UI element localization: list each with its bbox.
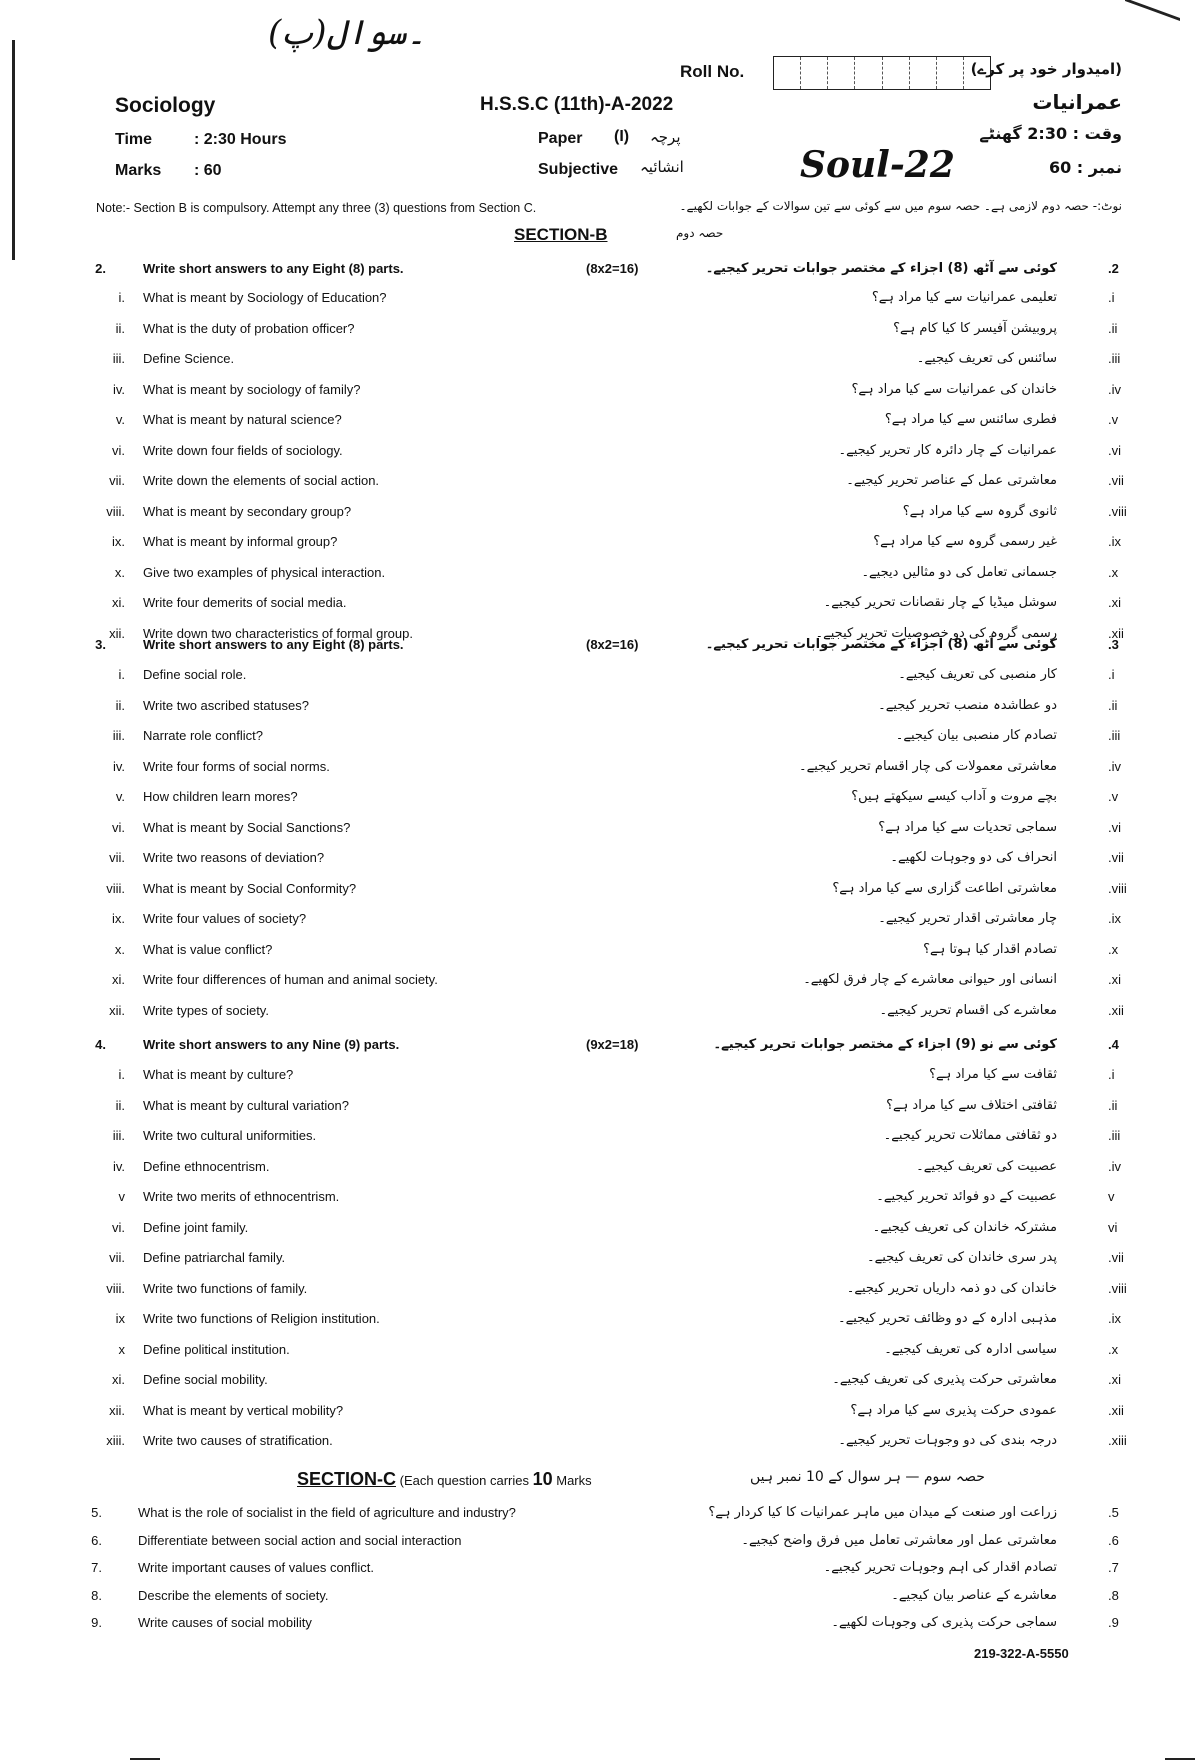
part-number-urdu: .vi (1108, 442, 1121, 458)
part-number: vii. (109, 1250, 125, 1265)
part-text-urdu: عصبیت کے دو فوائد تحریر کیجیے۔ (876, 1189, 1057, 1204)
part-text-urdu: انحراف کی دو وجوہات لکھیے۔ (890, 850, 1057, 865)
part-text: What is value conflict? (143, 941, 273, 957)
part-text: What is meant by cultural variation? (143, 1097, 349, 1113)
long-question (0, 1560, 1197, 1586)
part-text-urdu: دو ثقافتی مماثلات تحریر کیجیے۔ (883, 1128, 1057, 1143)
part-number-urdu: .xii (1108, 1002, 1124, 1018)
question-text-urdu: زراعت اور صنعت کے میدان میں ماہر عمرانیات کا کیا کردار ہے؟ (708, 1505, 1057, 1520)
question-part (0, 351, 1197, 377)
question-number: 7. (91, 1560, 102, 1575)
question-part (0, 881, 1197, 907)
part-number: iv. (112, 381, 125, 397)
question-part (0, 759, 1197, 785)
question-number-urdu: .3 (1108, 637, 1119, 652)
section-c-marks: 10 (532, 1469, 553, 1489)
question-part (0, 728, 1197, 754)
question-part (0, 1189, 1197, 1215)
part-number-urdu: .i (1108, 1067, 1115, 1082)
part-number: x. (114, 564, 125, 580)
part-number-urdu: .i (1108, 290, 1115, 305)
part-number: ix. (112, 911, 125, 926)
part-text: What is meant by Social Conformity? (143, 880, 357, 896)
question-part (0, 1342, 1197, 1368)
part-number-urdu: .iii (1108, 1128, 1121, 1143)
part-text-urdu: معاشرتی حرکت پذیری کی تعریف کیجیے۔ (832, 1372, 1057, 1387)
paper-code: 219-322-A-5550 (974, 1646, 1069, 1661)
question-text: Write important causes of values conflict. (138, 1560, 375, 1575)
part-number-urdu: .ii (1108, 697, 1118, 713)
part-number: iv. (112, 1158, 125, 1174)
question-number-urdu: .2 (1108, 261, 1119, 276)
part-text-urdu: سیاسی ادارہ کی تعریف کیجیے۔ (884, 1341, 1057, 1357)
question-number-urdu: .4 (1108, 1037, 1119, 1052)
part-text-urdu: تصادم اقدار کیا ہوتا ہے؟ (923, 941, 1057, 957)
question-part (0, 1250, 1197, 1276)
part-number: x (118, 1341, 125, 1357)
part-number-urdu: vi (1108, 1219, 1118, 1235)
question-header (0, 261, 1197, 287)
part-number: xii. (109, 1002, 125, 1018)
question-instruction-urdu: کوئی سے آٹھ (8) اجزاء کے مختصر جوابات تحریر کیجیے۔ (705, 261, 1057, 276)
part-text-urdu: عصبیت کی تعریف کیجیے۔ (916, 1158, 1057, 1174)
time-urdu: وقت : 2:30 گھنٹے (979, 124, 1122, 143)
part-number: vi. (112, 442, 125, 458)
part-text: What is meant by Social Sanctions? (143, 819, 351, 835)
part-text: What is meant by vertical mobility? (143, 1402, 344, 1418)
paper-urdu: پرچہ (650, 128, 681, 146)
part-text-urdu: تعلیمی عمرانیات سے کیا مراد ہے؟ (871, 290, 1057, 305)
part-text-urdu: سائنس کی تعریف کیجیے۔ (916, 351, 1057, 366)
question-part (0, 789, 1197, 815)
section-c-subtitle-suffix: Marks (556, 1473, 592, 1488)
part-text-urdu: فطری سائنس سے کیا مراد ہے؟ (884, 412, 1057, 427)
part-number-urdu: .ii (1108, 1097, 1118, 1113)
part-text: What is meant by Sociology of Education? (143, 290, 387, 305)
part-number: ii. (115, 320, 125, 336)
part-text-urdu: پدر سری خاندان کی تعریف کیجیے۔ (866, 1250, 1057, 1265)
part-number: i. (118, 290, 125, 305)
part-text: Write four demerits of social media. (143, 595, 347, 610)
part-text: Define social mobility. (143, 1372, 268, 1387)
question-text-urdu: معاشرے کے عناصر بیان کیجیے۔ (891, 1587, 1057, 1603)
question-number: 2. (95, 261, 106, 276)
part-number: xii. (109, 625, 125, 641)
part-text: What is meant by secondary group? (143, 503, 352, 519)
long-question (0, 1588, 1197, 1614)
subject-title-urdu: عمرانیات (1032, 90, 1122, 114)
scan-bottom-mark-right (1165, 1758, 1195, 1760)
question-text-urdu: معاشرتی عمل اور معاشرتی تعامل میں فرق واضح کیجیے۔ (741, 1532, 1057, 1548)
part-number-urdu: .viii (1108, 1280, 1127, 1296)
question-part (0, 1067, 1197, 1093)
part-text: Define joint family. (143, 1219, 249, 1235)
part-number-urdu: .ii (1108, 320, 1118, 336)
question-header (0, 637, 1197, 663)
part-text: Write types of society. (143, 1002, 269, 1018)
question-number: 8. (91, 1587, 102, 1603)
question-part (0, 1220, 1197, 1246)
part-text: Write four forms of social norms. (143, 758, 330, 774)
part-text: Write two functions of family. (143, 1280, 308, 1296)
long-question (0, 1505, 1197, 1531)
part-text-urdu: چار معاشرتی اقدار تحریر کیجیے۔ (878, 911, 1057, 926)
part-text: Define social role. (143, 667, 247, 682)
paper-label: Paper (538, 130, 583, 147)
question-part (0, 850, 1197, 876)
part-text-urdu: معاشرتی اطاعت گزاری سے کیا مراد ہے؟ (832, 880, 1057, 896)
question-instruction: Write short answers to any Eight (8) parts. (143, 637, 404, 652)
part-text-urdu: سماجی تحدیات سے کیا مراد ہے؟ (878, 819, 1057, 835)
question-part (0, 595, 1197, 621)
question-part (0, 534, 1197, 560)
part-number: xi. (112, 595, 125, 610)
part-number-urdu: .viii (1108, 503, 1127, 519)
question-part (0, 698, 1197, 724)
part-number-urdu: .xiii (1108, 1433, 1127, 1448)
part-text: What is meant by informal group? (143, 534, 338, 549)
part-text-urdu: بچے مروت و آداب کیسے سیکھتے ہیں؟ (851, 789, 1057, 804)
part-text: What is the duty of probation officer? (143, 320, 355, 336)
part-text-urdu: معاشرے کی اقسام تحریر کیجیے۔ (879, 1002, 1057, 1018)
subjective-label: Subjective (538, 161, 619, 178)
part-text: Define political institution. (143, 1341, 290, 1357)
part-text-urdu: خاندان کی عمرانیات سے کیا مراد ہے؟ (851, 381, 1057, 397)
paper-value: (I) (614, 128, 630, 145)
scan-margin-line (12, 40, 15, 260)
part-number-urdu: .vii (1108, 1250, 1124, 1265)
part-text: Define patriarchal family. (143, 1250, 286, 1265)
part-text-urdu: سوشل میڈیا کے چار نقصانات تحریر کیجیے۔ (823, 595, 1057, 610)
question-part (0, 972, 1197, 998)
part-text-urdu: پروبیشن آفیسر کا کیا کام ہے؟ (893, 320, 1057, 336)
instructions-note: Note:- Section B is compulsory. Attempt any three (3) questions from Section C. (96, 201, 537, 215)
part-number-urdu: .viii (1108, 880, 1127, 896)
part-number-urdu: .iii (1108, 351, 1121, 366)
scan-bottom-mark (130, 1758, 160, 1760)
part-text: Write four values of society? (143, 911, 307, 926)
question-text: Describe the elements of society. (138, 1587, 329, 1603)
part-number: v. (115, 412, 125, 427)
part-text-urdu: ثقافت سے کیا مراد ہے؟ (929, 1067, 1057, 1082)
marks-value: : 60 (194, 162, 222, 179)
part-number-urdu: .iv (1108, 381, 1121, 397)
question-part (0, 1128, 1197, 1154)
part-number-urdu: .xii (1108, 1402, 1124, 1418)
roll-no-urdu: (امیدوار خود پر کرے) (970, 60, 1122, 78)
roll-no-label: Roll No. (680, 62, 745, 81)
part-text-urdu: خاندان کی دو ذمہ داریاں تحریر کیجیے۔ (846, 1280, 1057, 1296)
time-label: Time (115, 131, 153, 148)
section-c-heading (297, 1469, 592, 1490)
part-number: iv. (112, 758, 125, 774)
part-number: ix (115, 1311, 125, 1326)
part-number: viii. (106, 503, 125, 519)
part-number-urdu: .ix (1108, 911, 1121, 926)
part-number: xiii. (106, 1433, 125, 1448)
corner-mark (1125, 0, 1180, 91)
question-instruction: Write short answers to any Eight (8) parts. (143, 261, 404, 276)
part-number: v (118, 1189, 125, 1204)
question-part (0, 290, 1197, 316)
part-number-urdu: .v (1108, 412, 1119, 427)
part-number-urdu: .xi (1108, 972, 1121, 987)
section-c-title: SECTION-C (297, 1469, 396, 1489)
part-text: What is meant by culture? (143, 1067, 294, 1082)
question-part (0, 942, 1197, 968)
part-number-urdu: .x (1108, 1341, 1119, 1357)
instructions-note-urdu: نوٹ:- حصہ دوم لازمی ہے۔ حصہ سوم میں سے کوئی سے تین سوالات کے جوابات لکھیے۔ (679, 199, 1122, 213)
part-number-urdu: .xii (1108, 625, 1124, 641)
part-text-urdu: تصادم کار منصبی بیان کیجیے۔ (895, 728, 1057, 743)
part-number: iii. (112, 1128, 125, 1143)
part-text: Write four differences of human and animal society. (143, 972, 438, 987)
question-number-urdu: .8 (1108, 1587, 1119, 1603)
question-part (0, 412, 1197, 438)
question-text: Differentiate between social action and social interaction (138, 1532, 462, 1548)
question-text-urdu: سماجی حرکت پذیری کی وجوہات لکھیے۔ (831, 1615, 1057, 1630)
section-b-title: SECTION-B (514, 225, 608, 244)
part-number: xi. (112, 1372, 125, 1387)
part-text-urdu: ثانوی گروہ سے کیا مراد ہے؟ (902, 503, 1057, 519)
part-number: x. (114, 941, 125, 957)
part-text-urdu: مذہبی ادارہ کے دو وظائف تحریر کیجیے۔ (837, 1311, 1057, 1326)
handwritten-code: Soul-22 (800, 144, 955, 186)
long-question (0, 1533, 1197, 1559)
part-number-urdu: .x (1108, 564, 1119, 580)
question-text: Write causes of social mobility (138, 1615, 312, 1630)
part-text: Write down two characteristics of formal group. (143, 625, 413, 641)
part-number-urdu: .ix (1108, 1311, 1121, 1326)
part-number-urdu: .xi (1108, 595, 1121, 610)
part-number-urdu: .iv (1108, 1158, 1121, 1174)
part-text: Give two examples of physical interaction. (143, 564, 386, 580)
question-part (0, 1003, 1197, 1029)
part-text: How children learn mores? (143, 789, 298, 804)
part-number: vii. (109, 473, 125, 488)
part-text: Write two reasons of deviation? (143, 850, 325, 865)
part-number: ix. (112, 534, 125, 549)
part-number-urdu: .vii (1108, 850, 1124, 865)
question-part (0, 1098, 1197, 1124)
part-text-urdu: عمودی حرکت پذیری سے کیا مراد ہے؟ (850, 1402, 1057, 1418)
part-text: Write down the elements of social action. (143, 473, 380, 488)
part-text-urdu: انسانی اور حیوانی معاشرے کے چار فرق لکھیے۔ (803, 972, 1057, 987)
question-part (0, 1403, 1197, 1429)
question-number-urdu: .6 (1108, 1532, 1119, 1548)
long-question (0, 1615, 1197, 1641)
part-text-urdu: دو عطاشدہ منصب تحریر کیجیے۔ (878, 697, 1057, 713)
section-b-title-urdu: حصہ دوم (676, 226, 724, 240)
question-text: What is the role of socialist in the field of agriculture and industry? (138, 1505, 516, 1520)
part-text: Write two merits of ethnocentrism. (143, 1189, 340, 1204)
question-part (0, 1311, 1197, 1337)
question-part (0, 911, 1197, 937)
question-instruction: Write short answers to any Nine (9) parts. (143, 1037, 400, 1052)
question-number-urdu: .9 (1108, 1615, 1119, 1630)
question-number: 9. (91, 1615, 102, 1630)
question-part (0, 473, 1197, 499)
question-text-urdu: تصادم اقدار کی اہم وجوہات تحریر کیجیے۔ (823, 1560, 1057, 1575)
part-text: Define ethnocentrism. (143, 1158, 270, 1174)
question-marks: (8x2=16) (586, 261, 639, 276)
roll-no-boxes[interactable] (773, 56, 991, 90)
part-number: xii. (109, 1402, 125, 1418)
part-text-urdu: ثقافتی اختلاف سے کیا مراد ہے؟ (886, 1097, 1057, 1113)
part-number-urdu: .x (1108, 941, 1119, 957)
question-part (0, 1281, 1197, 1307)
question-part (0, 1372, 1197, 1398)
part-text: Write two cultural uniformities. (143, 1128, 317, 1143)
part-text: Narrate role conflict? (143, 728, 263, 743)
marks-urdu: نمبر : 60 (1048, 158, 1122, 177)
part-text: Write down four fields of sociology. (143, 442, 343, 458)
part-number: vii. (109, 850, 125, 865)
question-number: 4. (95, 1037, 106, 1052)
part-text-urdu: جسمانی تعامل کی دو مثالیں دیجیے۔ (861, 564, 1057, 580)
part-text-urdu: درجہ بندی کی دو وجوہات تحریر کیجیے۔ (838, 1433, 1057, 1448)
question-marks: (8x2=16) (586, 637, 639, 652)
question-number-urdu: .7 (1108, 1560, 1119, 1575)
part-number: i. (118, 1067, 125, 1082)
part-text: What is meant by natural science? (143, 412, 342, 427)
handwritten-annotation: (پ)۔سوال (268, 13, 427, 53)
part-number-urdu: v (1108, 1189, 1115, 1204)
part-number-urdu: .iv (1108, 758, 1121, 774)
part-number: viii. (106, 1280, 125, 1296)
part-number-urdu: .i (1108, 667, 1115, 682)
part-text: Write two ascribed statuses? (143, 697, 309, 713)
question-part (0, 504, 1197, 530)
marks-label: Marks (115, 162, 162, 179)
part-number: iii. (112, 728, 125, 743)
part-text: Define Science. (143, 351, 235, 366)
question-part (0, 1433, 1197, 1459)
question-part (0, 1159, 1197, 1185)
subject-title: Sociology (115, 94, 216, 117)
question-marks: (9x2=18) (586, 1037, 639, 1052)
question-number: 6. (91, 1532, 102, 1548)
part-number-urdu: .iii (1108, 728, 1121, 743)
question-number: 5. (91, 1505, 102, 1520)
part-number-urdu: .vii (1108, 473, 1124, 488)
part-number: vi. (112, 819, 125, 835)
question-number: 3. (95, 637, 106, 652)
question-part (0, 820, 1197, 846)
question-header (0, 1037, 1197, 1063)
part-text-urdu: رسمی گروہ کی دو خصوصیات تحریر کیجیے۔ (815, 625, 1057, 641)
part-number: xi. (112, 972, 125, 987)
part-number: vi. (112, 1219, 125, 1235)
time-value: : 2:30 Hours (194, 131, 287, 148)
part-number: iii. (112, 351, 125, 366)
exam-title: H.S.S.C (11th)-A-2022 (480, 94, 674, 115)
part-number: i. (118, 667, 125, 682)
question-instruction-urdu: کوئی سے نو (9) اجزاء کے مختصر جوابات تحریر کیجیے۔ (713, 1037, 1057, 1052)
question-part (0, 321, 1197, 347)
subjective-urdu: انشائیہ (640, 158, 684, 176)
part-number: v. (115, 789, 125, 804)
question-part (0, 667, 1197, 693)
part-number-urdu: .xi (1108, 1372, 1121, 1387)
question-part (0, 382, 1197, 408)
part-text-urdu: غیر رسمی گروہ سے کیا مراد ہے؟ (873, 534, 1057, 549)
part-text: Write two functions of Religion institution. (143, 1311, 380, 1326)
part-number-urdu: .vi (1108, 819, 1121, 835)
part-text: Write two causes of stratification. (143, 1433, 333, 1448)
part-number: viii. (106, 880, 125, 896)
part-number-urdu: .ix (1108, 534, 1121, 549)
part-text-urdu: مشترکہ خاندان کی تعریف کیجیے۔ (872, 1219, 1057, 1235)
question-part (0, 565, 1197, 591)
question-instruction-urdu: کوئی سے آٹھ (8) اجزاء کے مختصر جوابات تحریر کیجیے۔ (705, 637, 1057, 652)
part-number: ii. (115, 697, 125, 713)
question-number-urdu: .5 (1108, 1505, 1119, 1520)
part-text-urdu: معاشرتی عمل کے عناصر تحریر کیجیے۔ (846, 473, 1057, 488)
part-text-urdu: معاشرتی معمولات کی چار اقسام تحریر کیجیے۔ (799, 758, 1057, 774)
part-text: What is meant by sociology of family? (143, 381, 361, 397)
question-part (0, 443, 1197, 469)
section-c-subtitle-prefix: (Each question carries (399, 1473, 529, 1488)
part-number: ii. (115, 1097, 125, 1113)
part-text-urdu: کار منصبی کی تعریف کیجیے۔ (898, 667, 1057, 682)
part-text-urdu: عمرانیات کے چار دائرہ کار تحریر کیجیے۔ (838, 442, 1057, 458)
part-number-urdu: .v (1108, 789, 1119, 804)
section-c-title-urdu: حصہ سوم — ہر سوال کے 10 نمبر ہیں (750, 1469, 985, 1485)
